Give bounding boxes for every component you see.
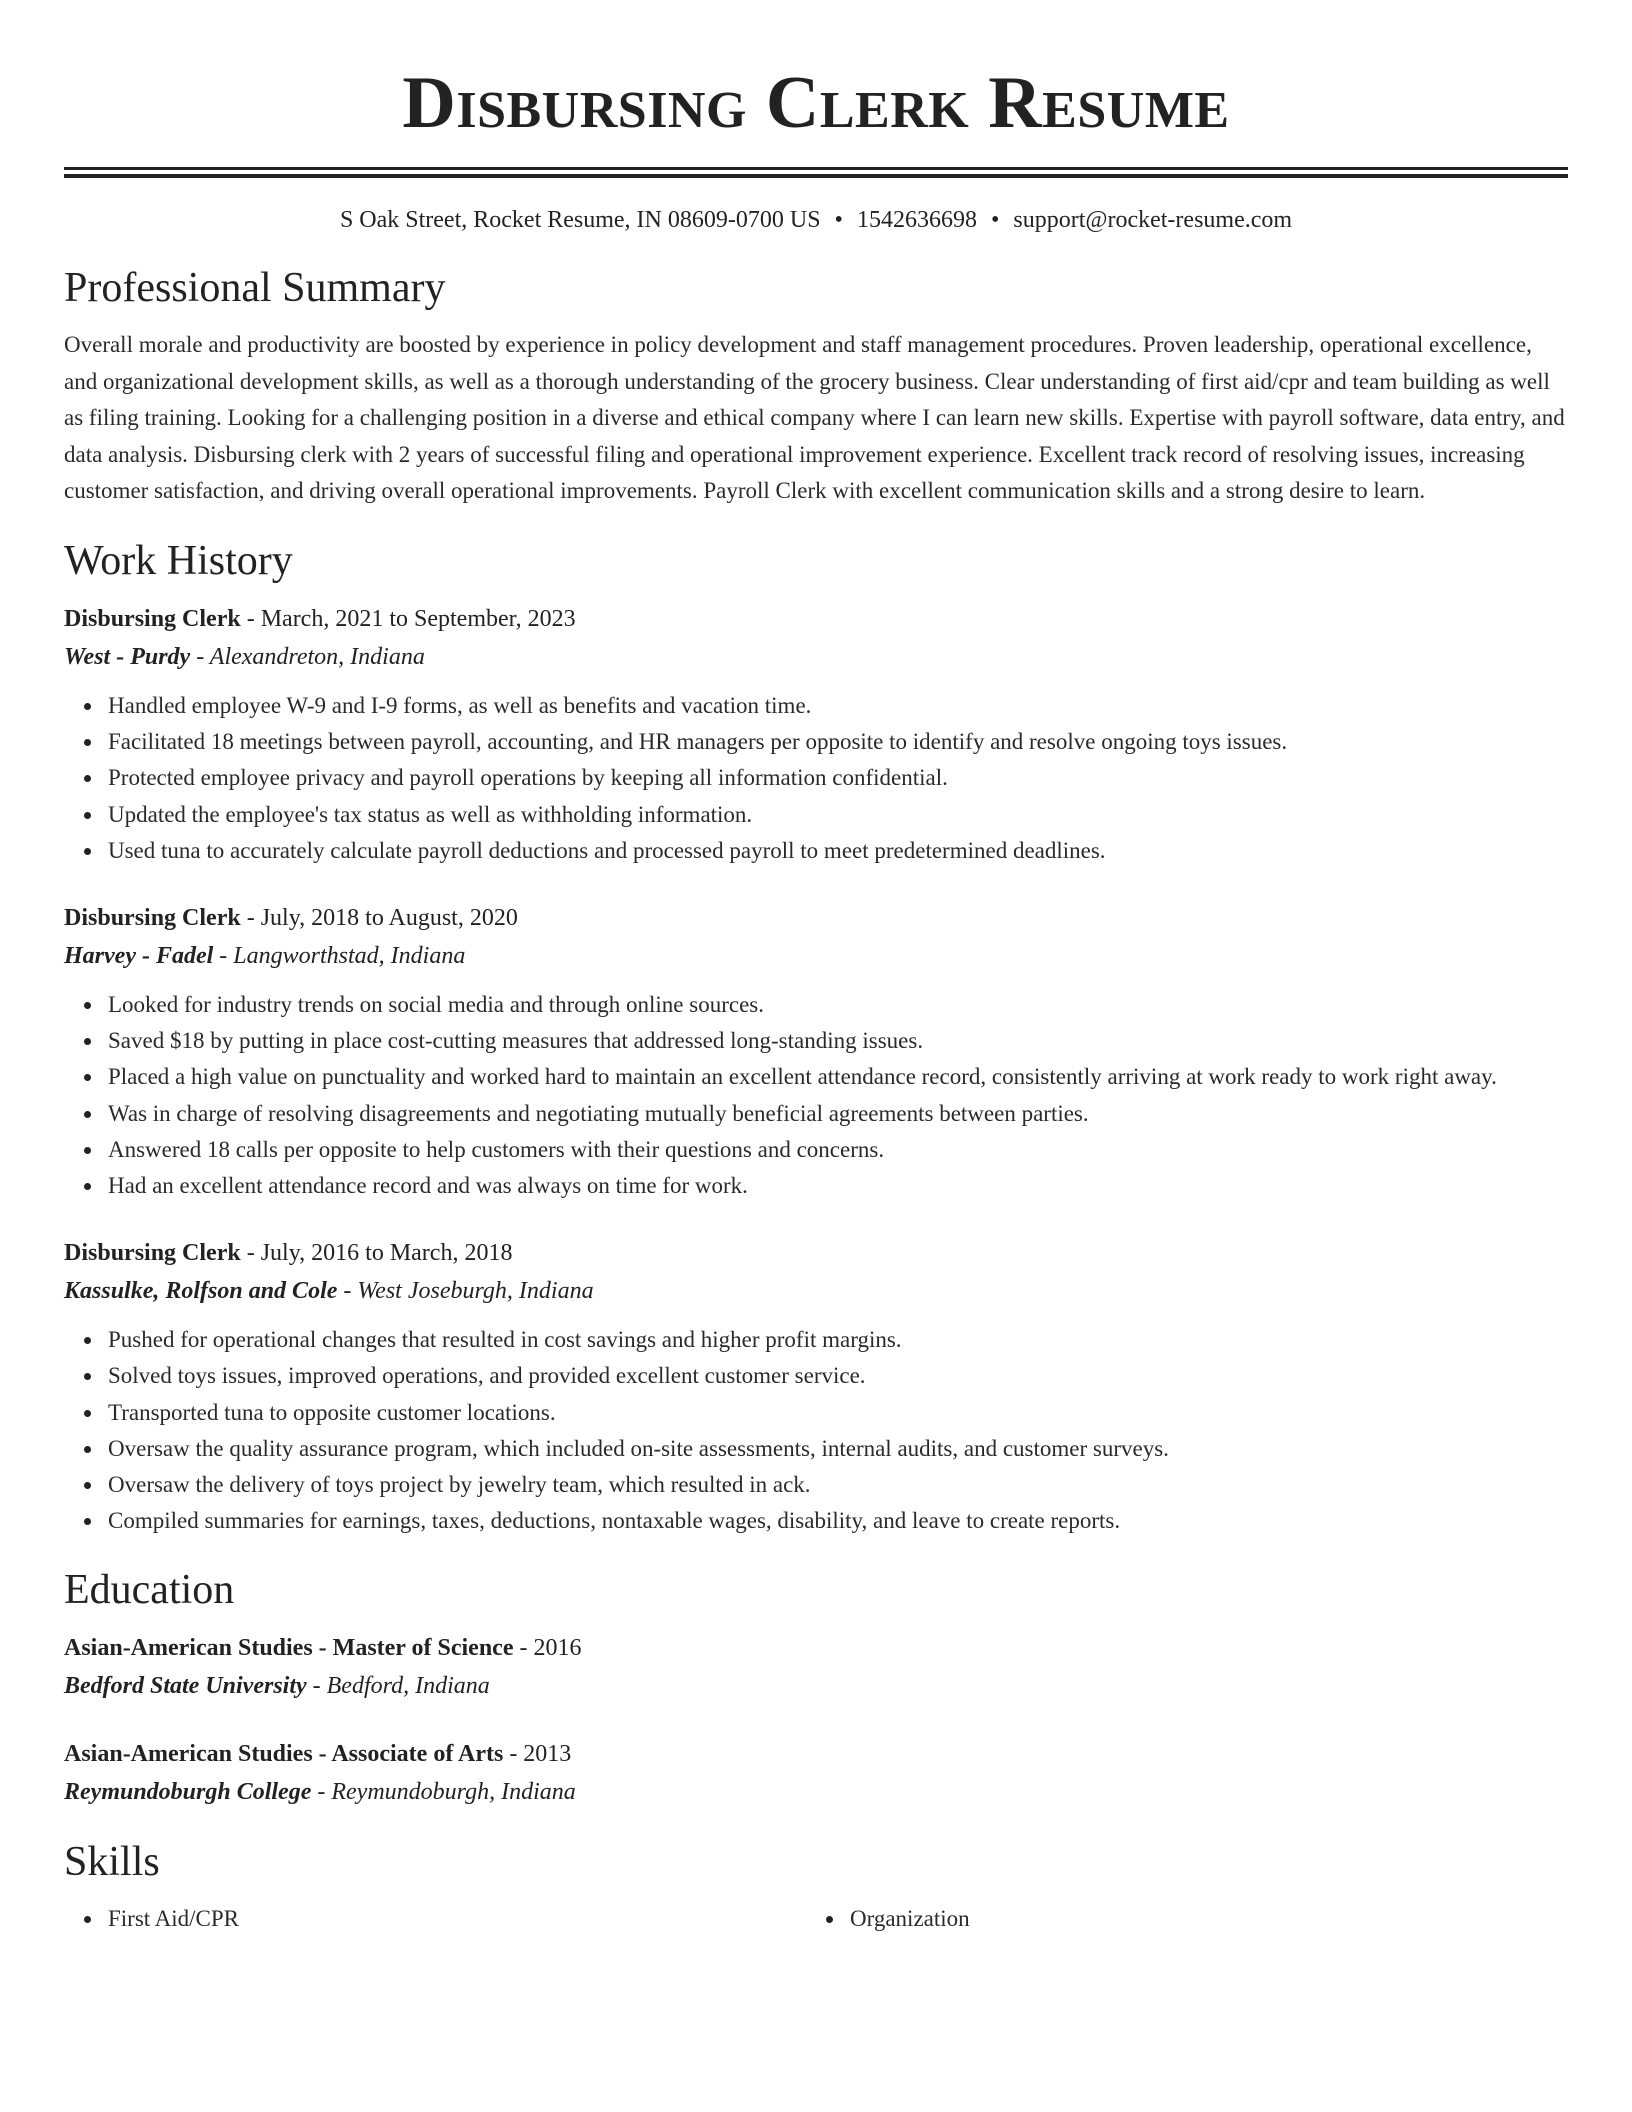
list-item: Was in charge of resolving disagreements and negotiating mutually beneficial agreements between parties. — [108, 1096, 1568, 1132]
skill-item: Organization — [850, 1901, 1548, 1937]
job-title: Disbursing Clerk — [64, 904, 241, 931]
summary-heading: Professional Summary — [64, 265, 446, 311]
list-item: Saved $18 by putting in place cost-cutting measures that addressed long-standing issues. — [108, 1023, 1568, 1059]
list-item: Placed a high value on punctuality and worked hard to maintain an excellent attendance record, consistently arriving at work ready to work right away. — [108, 1059, 1568, 1095]
list-item: Transported tuna to opposite customer locations. — [108, 1395, 1568, 1431]
list-item: Protected employee privacy and payroll operations by keeping all information confidential. — [108, 760, 1568, 796]
job-company-line — [64, 638, 1568, 676]
job-entry — [64, 899, 1568, 1204]
degree-year: - 2013 — [503, 1741, 572, 1768]
summary-text: Overall morale and productivity are boosted by experience in policy development and staff management procedures. Proven leadership, operational excellence, and organizational development skills, as well as a thorough understanding of the grocery business. Clear understanding of first aid/cpr and team building as well as filing training. Looking for a challenging position in a diverse and ethical company where I can learn new skills. Expertise with payroll software, data entry, and data analysis. Disbursing clerk with 2 years of successful filing and operational improvement experience. Excellent track record of resolving issues, increasing customer satisfaction, and driving overall operational improvements. Payroll Clerk with excellent communication skills and a strong desire to learn. — [64, 332, 1565, 504]
school: Bedford State University — [64, 1673, 307, 1700]
education-heading: Education — [64, 1567, 235, 1614]
job-title-line — [64, 1234, 1568, 1272]
job-title: Disbursing Clerk — [64, 1240, 241, 1267]
skills-grid — [64, 1901, 1568, 1937]
contact-line — [64, 204, 1568, 236]
contact-phone: 1542636698 — [856, 207, 977, 233]
school-line — [64, 1667, 1568, 1705]
job-title: Disbursing Clerk — [64, 605, 241, 632]
job-location: - Alexandreton, Indiana — [190, 643, 425, 670]
school-location: - Reymundoburgh, Indiana — [311, 1779, 576, 1806]
title-double-rule — [64, 167, 1568, 178]
job-location: - Langworthstad, Indiana — [213, 942, 466, 969]
school: Reymundoburgh College — [64, 1779, 312, 1806]
resume-title: Disbursing Clerk Resume — [402, 62, 1230, 144]
list-item: Pushed for operational changes that resulted in cost savings and higher profit margins. — [108, 1322, 1568, 1358]
skills-heading: Skills — [64, 1839, 160, 1886]
degree: Asian-American Studies - Associate of Arts — [64, 1741, 504, 1768]
job-dates: - March, 2021 to September, 2023 — [240, 605, 576, 632]
degree: Asian-American Studies - Master of Science — [64, 1635, 514, 1662]
job-bullets — [64, 688, 1568, 869]
degree-year: - 2016 — [513, 1635, 582, 1662]
job-company-line — [64, 937, 1568, 975]
job-title-line — [64, 899, 1568, 937]
contact-email: support@rocket-resume.com — [1013, 207, 1293, 233]
school-line — [64, 1773, 1568, 1811]
skills-column-left — [64, 1901, 806, 1937]
job-dates: - July, 2018 to August, 2020 — [240, 904, 518, 931]
list-item: Oversaw the quality assurance program, which included on-site assessments, internal audits, and customer surveys. — [108, 1431, 1568, 1467]
work-history-heading: Work History — [64, 537, 293, 584]
contact-separator: • — [834, 207, 843, 233]
job-company: Kassulke, Rolfson and Cole — [64, 1278, 338, 1305]
degree-line — [64, 1629, 1568, 1667]
education-entry — [64, 1629, 1568, 1705]
list-item: Updated the employee's tax status as well as withholding information. — [108, 797, 1568, 833]
list-item: Answered 18 calls per opposite to help customers with their questions and concerns. — [108, 1132, 1568, 1168]
contact-address: S Oak Street, Rocket Resume, IN 08609-0700 US — [339, 207, 821, 233]
job-company: Harvey - Fadel — [64, 942, 214, 969]
job-dates: - July, 2016 to March, 2018 — [240, 1240, 513, 1267]
school-location: - Bedford, Indiana — [306, 1673, 490, 1700]
contact-separator: • — [990, 207, 1000, 233]
job-location: - West Joseburgh, Indiana — [337, 1278, 594, 1305]
skills-column-right — [806, 1901, 1548, 1937]
job-bullets — [64, 1322, 1568, 1539]
list-item: Facilitated 18 meetings between payroll, accounting, and HR managers per opposite to identify and resolve ongoing toys issues. — [108, 724, 1568, 760]
list-item: Had an excellent attendance record and was always on time for work. — [108, 1168, 1568, 1204]
job-entry — [64, 1234, 1568, 1539]
job-title-line — [64, 600, 1568, 638]
list-item: Oversaw the delivery of toys project by jewelry team, which resulted in ack. — [108, 1467, 1568, 1503]
skill-item: First Aid/CPR — [108, 1901, 806, 1937]
degree-line — [64, 1735, 1568, 1773]
job-company: West - Purdy — [64, 643, 191, 670]
list-item: Looked for industry trends on social media and through online sources. — [108, 987, 1568, 1023]
job-company-line — [64, 1272, 1568, 1310]
list-item: Solved toys issues, improved operations, and provided excellent customer service. — [108, 1358, 1568, 1394]
list-item: Handled employee W-9 and I-9 forms, as well as benefits and vacation time. — [108, 688, 1568, 724]
list-item: Used tuna to accurately calculate payroll deductions and processed payroll to meet predetermined deadlines. — [108, 833, 1568, 869]
job-entry — [64, 600, 1568, 869]
job-bullets — [64, 987, 1568, 1204]
list-item: Compiled summaries for earnings, taxes, deductions, nontaxable wages, disability, and leave to create reports. — [108, 1503, 1568, 1539]
education-entry — [64, 1735, 1568, 1811]
